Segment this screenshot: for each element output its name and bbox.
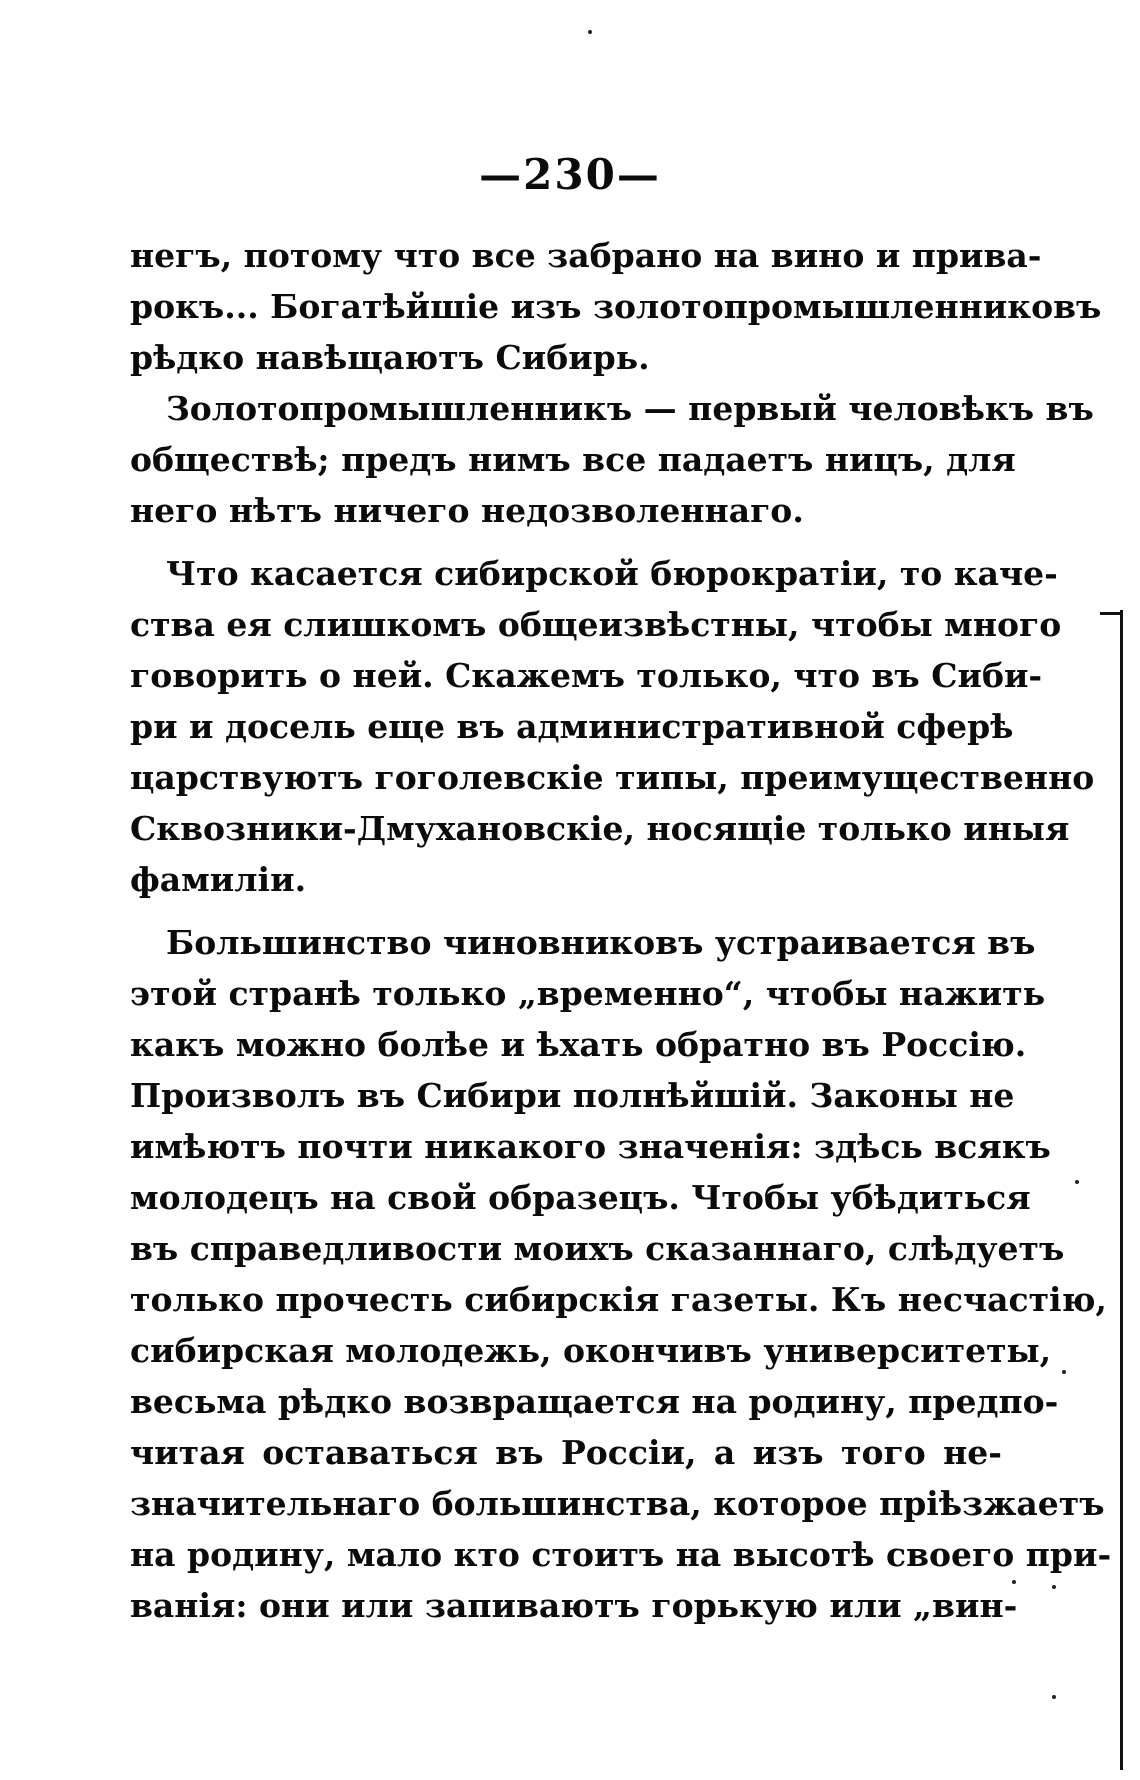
scan-edge-tick (1100, 612, 1120, 615)
text-line: этой странѣ только „временно“, чтобы нажить (130, 974, 1046, 1013)
text-line: Произволъ въ Сибири полнѣйшій. Законы не (130, 1076, 1015, 1115)
text-line: негъ, потому что все забрано на вино и прива- (130, 236, 1042, 275)
text-line: рѣдко навѣщаютъ Сибирь. (130, 338, 650, 377)
text-line: ри и досель еще въ административной сферѣ (130, 707, 1014, 746)
text-line: Сквозники-Дмухановскіе, носящіе только иныя (130, 809, 1070, 848)
scan-speck (1052, 1695, 1056, 1699)
text-line: обществѣ; предъ нимъ все падаетъ ницъ, для (130, 440, 1016, 479)
text-line: на родину, мало кто стоитъ на высотѣ своего при- (130, 1535, 1112, 1574)
text-line: весьма рѣдко возвращается на родину, предпо- (130, 1382, 1059, 1421)
text-line: рокъ... Богатѣйшіе изъ золотопромышленниковъ (130, 287, 1102, 326)
page-number: —230— (479, 150, 661, 199)
text-line: ванія: они или запиваютъ горькую или „вин- (130, 1586, 1018, 1625)
text-line: молодецъ на свой образецъ. Чтобы убѣдиться (130, 1178, 1031, 1217)
text-line: царствуютъ гоголевскіе типы, преимущественно (130, 758, 1095, 797)
text-line: Что касается сибирской бюрократіи, то каче- (166, 554, 1058, 593)
text-line: въ справедливости моихъ сказаннаго, слѣдуетъ (130, 1229, 1065, 1268)
scan-speck (588, 30, 592, 34)
text-line: читая оставаться въ Россіи, а изъ того не- (130, 1433, 1002, 1472)
text-line: имѣютъ почти никакого значенія: здѣсь всякъ (130, 1127, 1051, 1166)
scan-speck (1075, 1180, 1079, 1184)
scan-speck (1062, 1370, 1066, 1374)
scan-speck (1052, 1585, 1056, 1589)
text-line: сибирская молодежь, окончивъ университеты, (130, 1331, 1052, 1370)
scan-edge-line (1120, 610, 1123, 1770)
text-line: него нѣтъ ничего недозволеннаго. (130, 491, 804, 530)
text-line: какъ можно болѣе и ѣхать обратно въ Россію. (130, 1025, 1027, 1064)
text-line: Золотопромышленникъ — первый человѣкъ въ (166, 389, 1094, 428)
body-text (130, 230, 1112, 1631)
text-line: значительнаго большинства, которое пріѣзжаетъ (130, 1484, 1105, 1523)
text-line: фамиліи. (130, 860, 307, 899)
text-line: говорить о ней. Скажемъ только, что въ Сиби- (130, 656, 1043, 695)
text-line: только прочесть сибирскія газеты. Къ несчастію, (130, 1280, 1107, 1319)
scan-speck (1012, 1580, 1016, 1584)
text-line: ства ея слишкомъ общеизвѣстны, чтобы много (130, 605, 1062, 644)
text-line: Большинство чиновниковъ устраивается въ (166, 923, 1036, 962)
